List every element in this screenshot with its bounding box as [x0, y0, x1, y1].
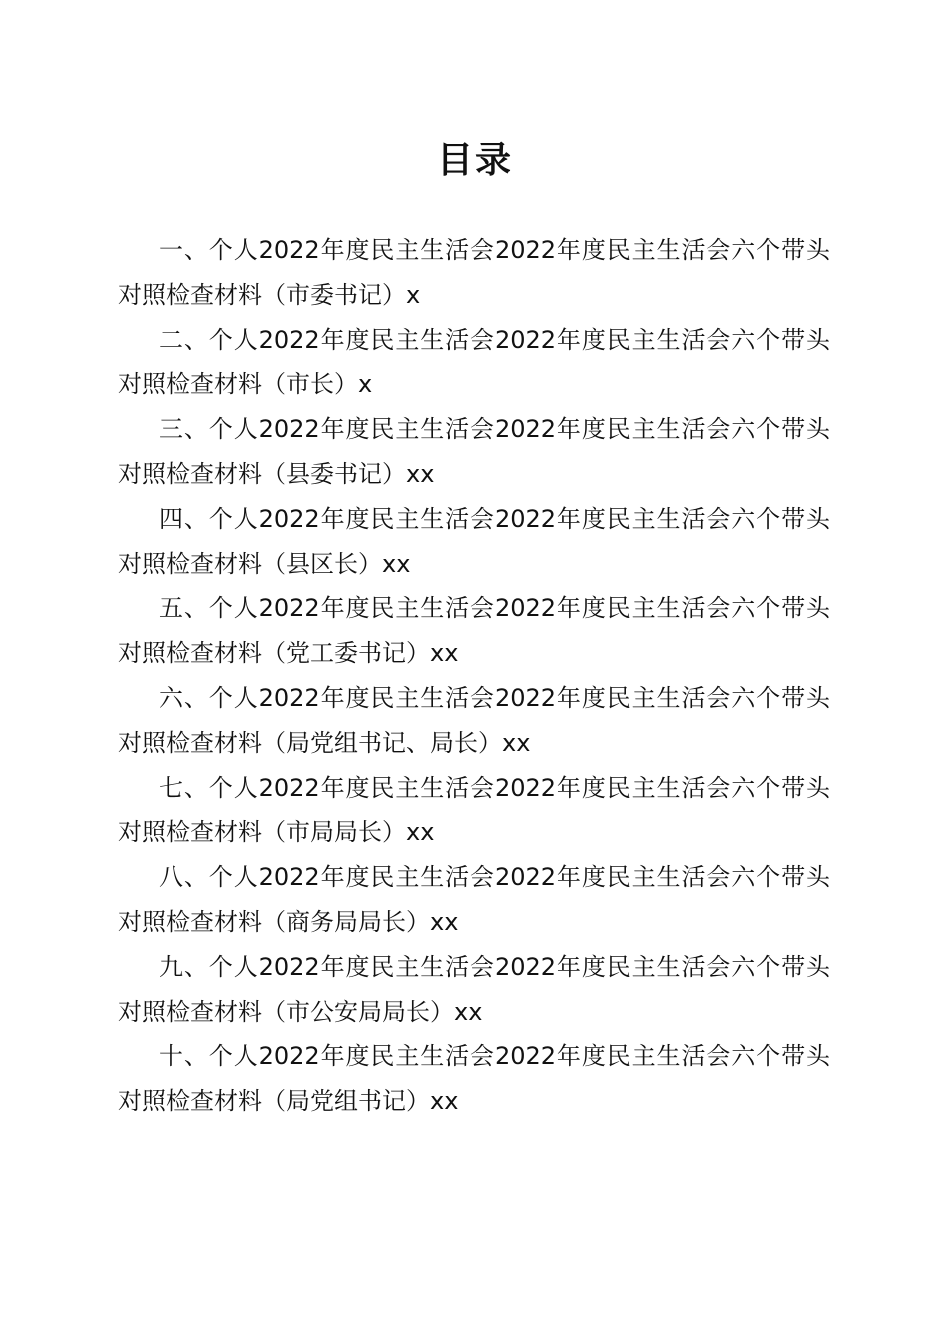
toc-item[interactable]: 七、个人2022年度民主生活会2022年度民主生活会六个带头对照检查材料（市局局长）xx [118, 773, 830, 847]
toc-list [118, 228, 830, 1124]
toc-item[interactable]: 四、个人2022年度民主生活会2022年度民主生活会六个带头对照检查材料（县区长）xx [118, 504, 830, 578]
toc-item[interactable]: 八、个人2022年度民主生活会2022年度民主生活会六个带头对照检查材料（商务局局长）xx [118, 863, 830, 936]
toc-item[interactable]: 一、个人2022年度民主生活会2022年度民主生活会六个带头对照检查材料（市委书记）x [118, 236, 830, 309]
toc-item[interactable]: 十、个人2022年度民主生活会2022年度民主生活会六个带头对照检查材料（局党组书记）xx [118, 1042, 830, 1116]
toc-title: 目录 [436, 139, 513, 181]
toc-item[interactable]: 六、个人2022年度民主生活会2022年度民主生活会六个带头对照检查材料（局党组书记、局长）xx [118, 683, 830, 757]
toc-item[interactable]: 五、个人2022年度民主生活会2022年度民主生活会六个带头对照检查材料（党工委书记）xx [118, 594, 830, 668]
toc-item[interactable]: 三、个人2022年度民主生活会2022年度民主生活会六个带头对照检查材料（县委书记）xx [118, 415, 830, 488]
toc-item[interactable]: 九、个人2022年度民主生活会2022年度民主生活会六个带头对照检查材料（市公安局局长）xx [118, 952, 830, 1026]
toc-item[interactable]: 二、个人2022年度民主生活会2022年度民主生活会六个带头对照检查材料（市长）x [118, 325, 830, 399]
